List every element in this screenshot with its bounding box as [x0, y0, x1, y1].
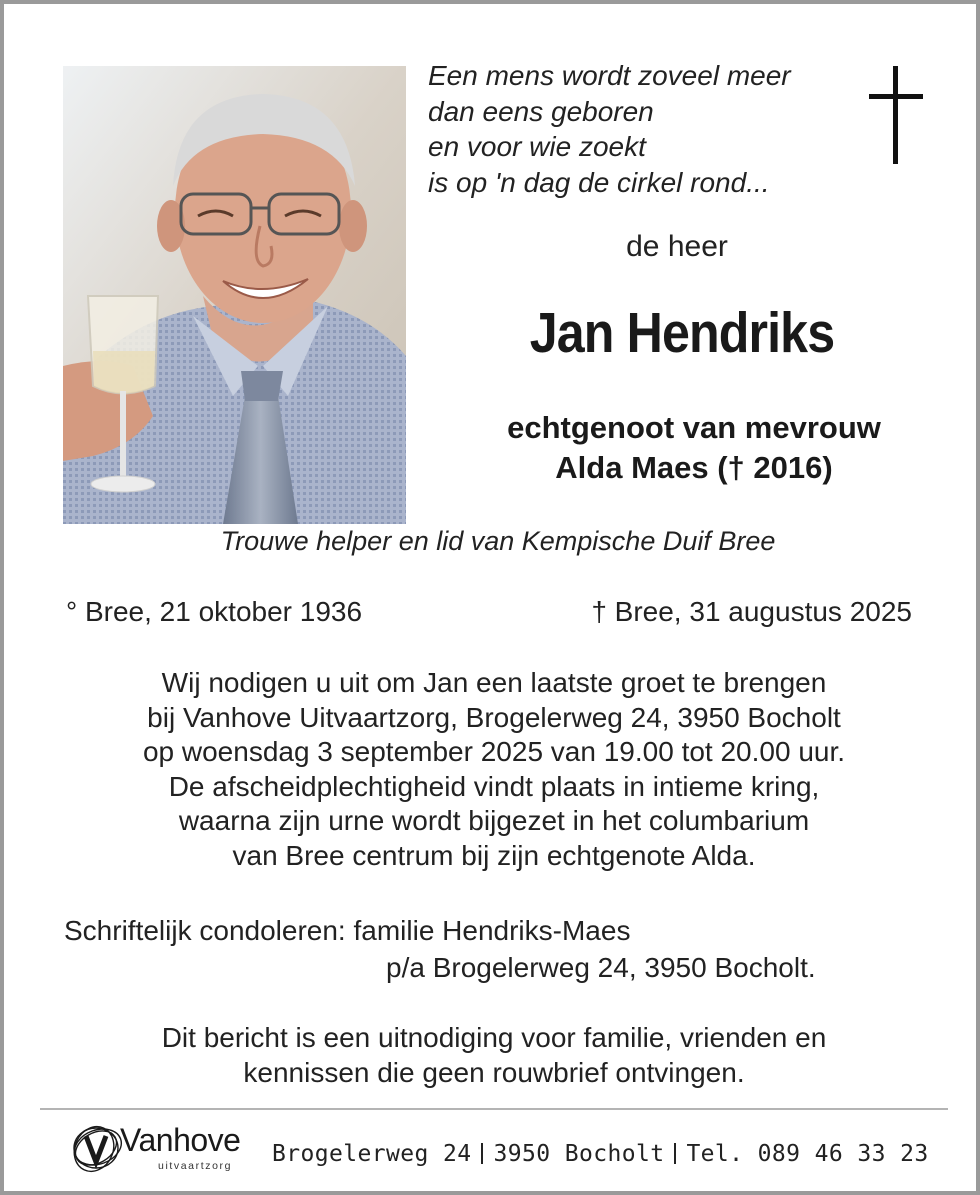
logo-brand: Vanhove — [120, 1122, 241, 1158]
logo-sub: uitvaartzorg — [158, 1160, 233, 1172]
invitation-line: De afscheidplechtigheid vindt plaats in intieme kring, — [168, 770, 820, 802]
honorific: de heer — [626, 230, 728, 263]
notice-text — [4, 1020, 980, 1090]
footer-address: Brogelerweg 24 — [272, 1141, 472, 1167]
footer-phone: Tel. 089 46 33 23 — [686, 1141, 929, 1167]
invitation-text — [4, 666, 980, 873]
poem — [428, 58, 848, 200]
poem-line: en voor wie zoekt — [428, 131, 646, 162]
poem-line: Een mens wordt zoveel meer — [428, 60, 791, 91]
birth-info: ° Bree, 21 oktober 1936 — [66, 596, 363, 627]
notice-line: kennissen die geen rouwbrief ontvingen. — [243, 1057, 745, 1088]
death-info: † Bree, 31 augustus 2025 — [591, 596, 912, 627]
deceased-name: Jan Hendriks — [529, 301, 835, 365]
invitation-line: bij Vanhove Uitvaartzorg, Brogelerweg 24, 3950 Bocholt — [147, 701, 841, 733]
footer-divider — [40, 1108, 948, 1110]
portrait-photo — [63, 66, 406, 524]
invitation-line: van Bree centrum bij zijn echtgenote Alda. — [232, 839, 756, 871]
vanhove-logo-icon — [68, 1120, 124, 1176]
tagline: Trouwe helper en lid van Kempische Duif Bree — [220, 526, 776, 556]
spouse-line: echtgenoot van mevrouw — [507, 410, 881, 445]
cross-icon — [866, 66, 926, 169]
notice-line: Dit bericht is een uitnodiging voor familie, vrienden en — [161, 1022, 827, 1053]
vanhove-logo — [68, 1118, 258, 1178]
footer-separator — [481, 1143, 483, 1164]
spouse-info — [424, 408, 964, 488]
spouse-line: Alda Maes († 2016) — [555, 450, 833, 485]
invitation-line: waarna zijn urne wordt bijgezet in het columbarium — [178, 805, 810, 836]
footer-city: 3950 Bocholt — [493, 1141, 665, 1167]
invitation-line: op woensdag 3 september 2025 van 19.00 tot 20.00 uur. — [142, 736, 846, 767]
invitation-line: Wij nodigen u uit om Jan een laatste groet te brengen — [161, 667, 827, 698]
poem-line: dan eens geboren — [428, 95, 654, 127]
poem-line: is op 'n dag de cirkel rond... — [428, 166, 770, 198]
condolence-line: Schriftelijk condoleren: familie Hendriks-Maes — [64, 915, 631, 946]
footer-contact — [272, 1141, 929, 1167]
condolence-address: p/a Brogelerweg 24, 3950 Bocholt. — [386, 952, 816, 983]
footer-separator — [674, 1143, 676, 1164]
